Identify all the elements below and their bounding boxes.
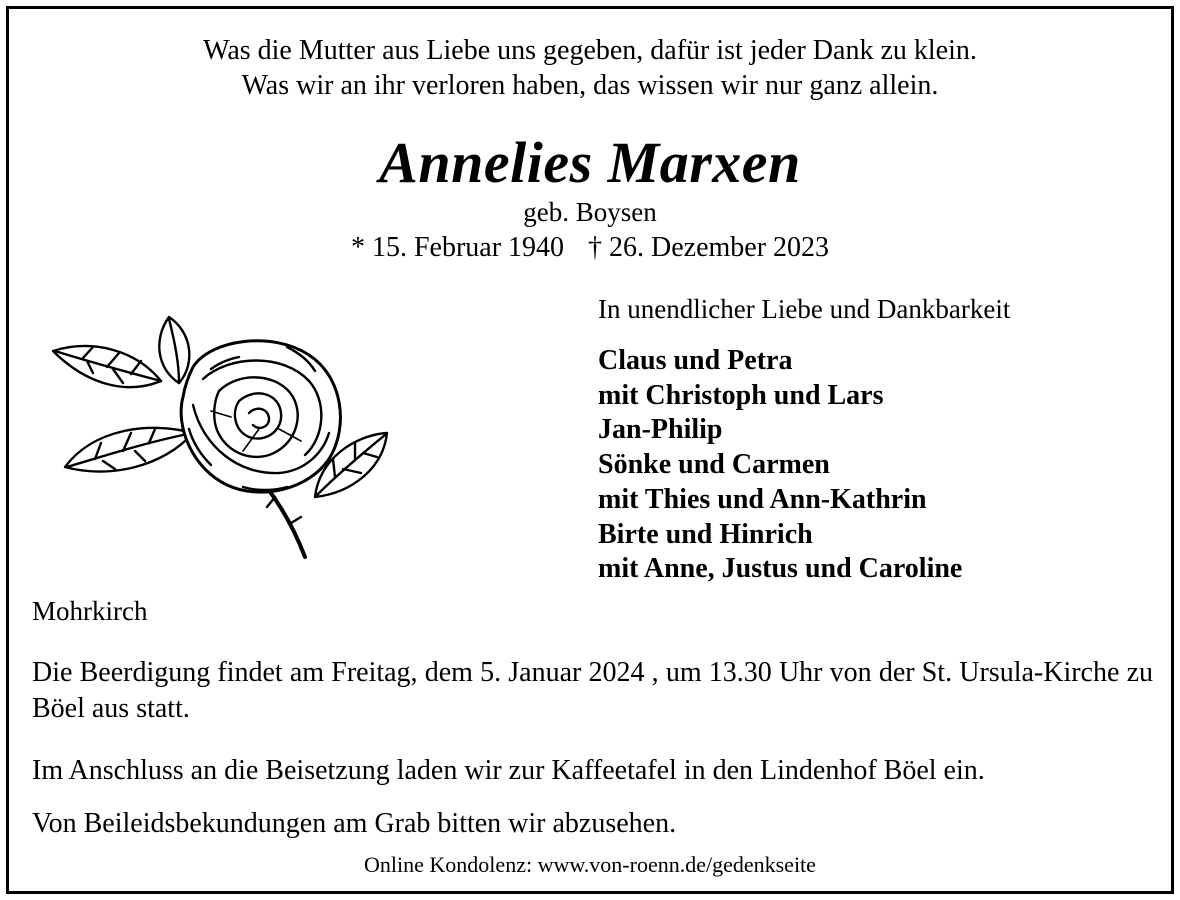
list-item: Birte und Hinrich <box>598 518 813 550</box>
rose-icon <box>43 309 403 559</box>
verse-line-2: Was wir an ihr verloren haben, das wissen wir nur ganz allein. <box>241 70 939 101</box>
life-dates <box>9 232 1171 264</box>
condolence-request: Von Beileidsbekundungen am Grab bitten wir abzusehen. <box>32 808 677 839</box>
reception-notice: Im Anschluss an die Beisetzung laden wir zur Kaffeetafel in den Lindenhof Böel ein. <box>32 755 985 786</box>
deceased-name: Annelies Marxen <box>379 130 801 195</box>
list-item: Sönke und Carmen <box>598 449 830 481</box>
list-item: Claus und Petra <box>598 345 793 376</box>
mourners-list <box>598 344 962 587</box>
list-item: Jan-Philip <box>598 414 723 446</box>
funeral-notice: Die Beerdigung findet am Freitag, dem 5. Januar 2024 , um 13.30 Uhr von der St. Ursula-Kirche zu Böel aus statt. <box>32 657 1153 724</box>
verse-line-1: Was die Mutter aus Liebe uns gegeben, dafür ist jeder Dank zu klein. <box>203 35 977 66</box>
list-item: mit Christoph und Lars <box>598 379 884 411</box>
online-condolence: Online Kondolenz: www.von-roenn.de/gedenkseite <box>364 852 816 877</box>
birth-date: * 15. Februar 1940 <box>350 232 565 263</box>
death-date: † 26. Dezember 2023 <box>588 232 830 263</box>
dedication: In unendlicher Liebe und Dankbarkeit <box>598 294 1011 324</box>
list-item: mit Anne, Justus und Caroline <box>598 553 963 585</box>
list-item: mit Thies und Ann-Kathrin <box>598 483 927 515</box>
maiden-name: geb. Boysen <box>523 197 657 227</box>
obituary-notice <box>6 6 1174 894</box>
place-name: Mohrkirch <box>32 596 148 626</box>
